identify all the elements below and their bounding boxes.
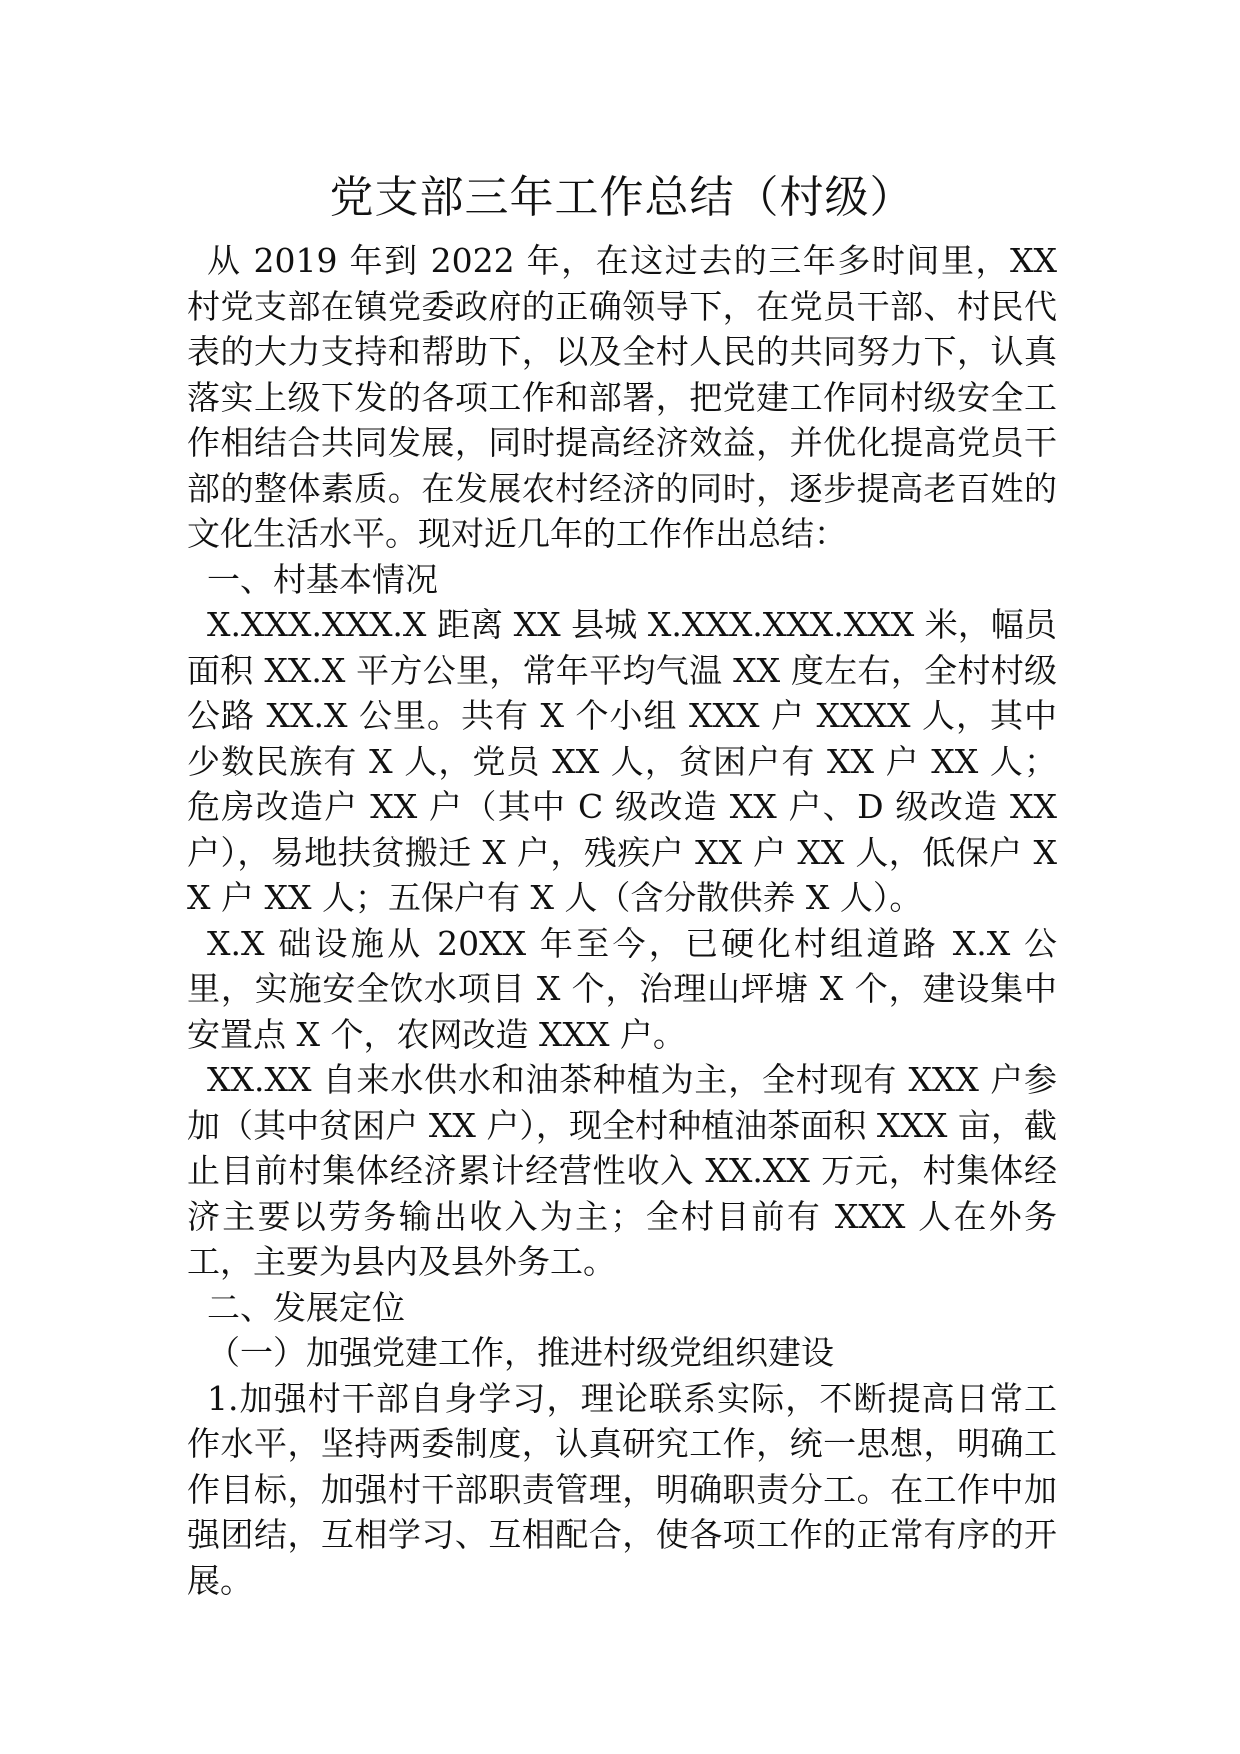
document-page (187, 170, 1057, 1603)
infrastructure-paragraph: X.X 础设施从 20XX 年至今，已硬化村组道路 X.X 公里，实施安全饮水项目 X 个，治理山坪塘 X 个，建设集中安置点 X 个，农网改造 XXX 户。 (187, 923, 1057, 1054)
document-title: 党支部三年工作总结（村级） (329, 172, 915, 223)
subsection-heading-party-building: （一）加强党建工作，推进村级党组织建设 (207, 1333, 834, 1372)
economy-paragraph: XX.XX 自来水供水和油茶种植为主，全村现有 XXX 户参加（其中贫困户 XX 户），现全村种植油茶面积 XXX 亩，截止目前村集体经济累计经营性收入 XX.XX 万元，村集体经济主要以劳务输出收入为主；全村目前有 XXX 人在外务工，主要为县内及县外务工。 (187, 1060, 1057, 1281)
basic-info-paragraph: X.XXX.XXX.X 距离 XX 县城 X.XXX.XXX.XXX 米，幅员面积 XX.X 平方公里，常年平均气温 XX 度左右，全村村级公路 XX.X 公里。共有 X 个小组 XXX 户 XXXX 人，其中少数民族有 X 人，党员 XX 人，贫困户有 XX 户 XX 人；危房改造户 XX 户（其中 C 级改造 XX 户、D 级改造 XX 户），易地扶贫搬迁 X 户，残疾户 XX 户 XX 人，低保户 XX 户 XX 人；五保户有 X 人（含分散供养 X 人）。 (187, 605, 1057, 917)
section-heading-positioning: 二、发展定位 (207, 1287, 405, 1327)
section-heading-basic-info: 一、村基本情况 (207, 559, 438, 599)
intro-paragraph: 从 2019 年到 2022 年，在这过去的三年多时间里，XX 村党支部在镇党委政府的正确领导下，在党员干部、村民代表的大力支持和帮助下，以及全村人民的共同努力下，认真落实上级下发的各项工作和部署，把党建工作同村级安全工作相结合共同发展，同时提高经济效益，并优化提高党员干部的整体素质。在发展农村经济的同时，逐步提高老百姓的文化生活水平。现对近几年的工作作出总结： (187, 241, 1057, 553)
party-building-paragraph: 1.加强村干部自身学习，理论联系实际，不断提高日常工作水平，坚持两委制度，认真研究工作，统一思想，明确工作目标，加强村干部职责管理，明确职责分工。在工作中加强团结，互相学习、互相配合，使各项工作的正常有序的开展。 (187, 1378, 1057, 1600)
